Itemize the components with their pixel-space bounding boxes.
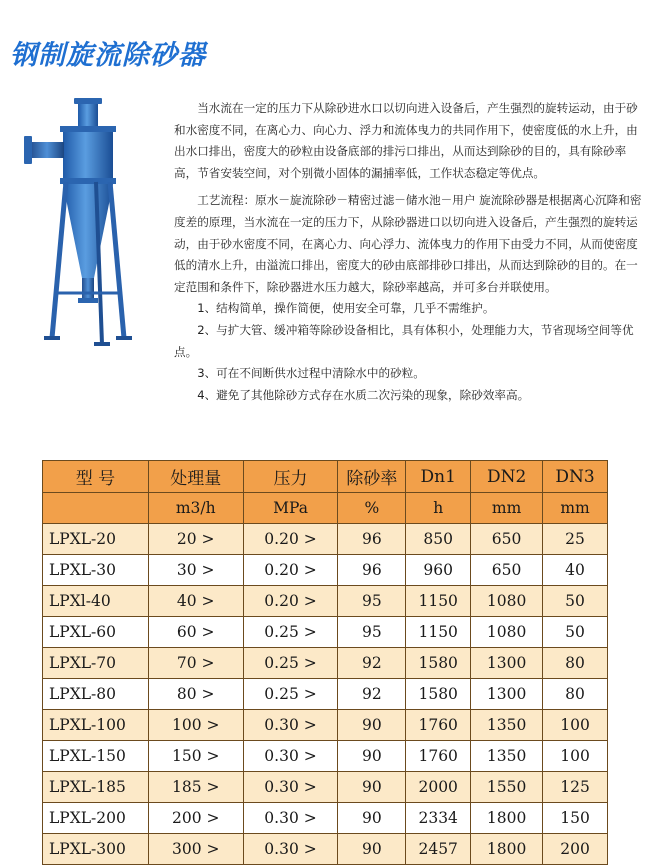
value-cell: 50 <box>543 617 608 648</box>
value-cell: 650 <box>471 555 543 586</box>
value-cell: 300 > <box>148 834 243 865</box>
spec-table <box>42 460 608 865</box>
value-cell: 185 > <box>148 772 243 803</box>
header-dn3: DN3 <box>543 461 608 493</box>
value-cell: 96 <box>338 555 406 586</box>
value-cell: 200 <box>543 834 608 865</box>
value-cell: 80 <box>543 679 608 710</box>
page-title: 钢制旋流除砂器 <box>10 40 206 71</box>
value-cell: 92 <box>338 648 406 679</box>
value-cell: 1150 <box>406 617 471 648</box>
value-cell: 90 <box>338 834 406 865</box>
value-cell: 1800 <box>471 803 543 834</box>
value-cell: 40 > <box>148 586 243 617</box>
value-cell: 0.25 > <box>243 679 338 710</box>
value-cell: 25 <box>543 524 608 555</box>
unit-cell: % <box>338 493 406 524</box>
model-cell: LPXL-30 <box>43 555 149 586</box>
table-row <box>43 772 608 803</box>
value-cell: 0.30 > <box>243 741 338 772</box>
value-cell: 2334 <box>406 803 471 834</box>
table-row <box>43 555 608 586</box>
model-cell: LPXL-300 <box>43 834 149 865</box>
value-cell: 92 <box>338 679 406 710</box>
description-block <box>174 98 642 406</box>
value-cell: 1760 <box>406 741 471 772</box>
feature-item-3: 3、可在不间断供水过程中清除水中的砂粒。 <box>197 366 425 381</box>
model-cell: LPXL-70 <box>43 648 149 679</box>
feature-item-1: 1、结构简单，操作简便，使用安全可靠，几乎不需维护。 <box>197 301 495 316</box>
value-cell: 0.30 > <box>243 772 338 803</box>
value-cell: 1550 <box>471 772 543 803</box>
value-cell: 90 <box>338 710 406 741</box>
unit-cell: mm <box>471 493 543 524</box>
model-cell: LPXL-20 <box>43 524 149 555</box>
model-cell: LPXL-200 <box>43 803 149 834</box>
value-cell: 0.30 > <box>243 803 338 834</box>
value-cell: 0.20 > <box>243 524 338 555</box>
unit-cell <box>43 493 149 524</box>
value-cell: 95 <box>338 586 406 617</box>
value-cell: 95 <box>338 617 406 648</box>
value-cell: 1300 <box>471 648 543 679</box>
value-cell: 1760 <box>406 710 471 741</box>
value-cell: 150 > <box>148 741 243 772</box>
table-row <box>43 586 608 617</box>
value-cell: 90 <box>338 803 406 834</box>
table-row <box>43 741 608 772</box>
feature-item-2: 2、与扩大管、缓冲箱等除砂设备相比，具有体积小，处理能力大，节省现场空间等优点。 <box>174 322 634 359</box>
value-cell: 1800 <box>471 834 543 865</box>
table-units-row <box>43 493 608 524</box>
value-cell: 0.30 > <box>243 834 338 865</box>
table-row <box>43 710 608 741</box>
model-cell: LPXL-60 <box>43 617 149 648</box>
header-removal-rate: 除砂率 <box>338 461 406 493</box>
header-capacity: 处理量 <box>148 461 243 493</box>
value-cell: 0.20 > <box>243 555 338 586</box>
description-paragraph-2: 工艺流程：原水－旋流除砂－精密过滤－储水池－用户 旋流除砂器是根据离心沉降和密度差的原理，当水流在一定的压力下，从除砂器进口以切向进入设备后，产生强烈的旋转运动，由于砂水密度不同，在离心力、向心浮力、流体曳力的作用下由受力不同，从而使密度低的清水上升，由溢流口排出，密度大的砂由底部排砂口排出，从而达到除砂的目的。在一定范围和条件下，除砂器进水压力越大，除砂率越高，并可多台并联使用。 <box>174 193 642 294</box>
value-cell: 850 <box>406 524 471 555</box>
table-row <box>43 834 608 865</box>
header-model: 型 号 <box>43 461 149 493</box>
description-paragraph-1: 当水流在一定的压力下从除砂进水口以切向进入设备后，产生强烈的旋转运动，由于砂和水密度不同，在离心力、向心力、浮力和流体曳力的共同作用下，使密度低的水上升，由出水口排出，密度大的砂粒由设备底部的排污口排出，从而达到除砂的目的，具有除砂率高，节省安装空间，对个别微小固体的漏捕率低，工作状态稳定等优点。 <box>174 101 638 180</box>
value-cell: 960 <box>406 555 471 586</box>
value-cell: 80 > <box>148 679 243 710</box>
value-cell: 1350 <box>471 710 543 741</box>
value-cell: 1150 <box>406 586 471 617</box>
hydrocyclone-desander-illustration <box>16 88 166 353</box>
value-cell: 80 <box>543 648 608 679</box>
value-cell: 50 <box>543 586 608 617</box>
model-cell: LPXl-40 <box>43 586 149 617</box>
value-cell: 0.20 > <box>243 586 338 617</box>
table-row <box>43 803 608 834</box>
value-cell: 650 <box>471 524 543 555</box>
feature-item-4: 4、避免了其他除砂方式存在水质二次污染的现象，除砂效率高。 <box>197 387 530 402</box>
value-cell: 100 <box>543 741 608 772</box>
table-row <box>43 524 608 555</box>
header-pressure: 压力 <box>243 461 338 493</box>
model-cell: LPXL-100 <box>43 710 149 741</box>
value-cell: 1580 <box>406 679 471 710</box>
value-cell: 2457 <box>406 834 471 865</box>
value-cell: 20 > <box>148 524 243 555</box>
value-cell: 100 > <box>148 710 243 741</box>
value-cell: 40 <box>543 555 608 586</box>
model-cell: LPXL-150 <box>43 741 149 772</box>
value-cell: 0.25 > <box>243 617 338 648</box>
table-header-row <box>43 461 608 493</box>
value-cell: 90 <box>338 772 406 803</box>
unit-cell: MPa <box>243 493 338 524</box>
header-dn1: Dn1 <box>406 461 471 493</box>
value-cell: 90 <box>338 741 406 772</box>
table-row <box>43 679 608 710</box>
value-cell: 100 <box>543 710 608 741</box>
value-cell: 1580 <box>406 648 471 679</box>
value-cell: 70 > <box>148 648 243 679</box>
unit-cell: m3/h <box>148 493 243 524</box>
value-cell: 1350 <box>471 741 543 772</box>
value-cell: 150 <box>543 803 608 834</box>
header-dn2: DN2 <box>471 461 543 493</box>
value-cell: 125 <box>543 772 608 803</box>
value-cell: 0.25 > <box>243 648 338 679</box>
table-row <box>43 617 608 648</box>
model-cell: LPXL-80 <box>43 679 149 710</box>
unit-cell: mm <box>543 493 608 524</box>
value-cell: 96 <box>338 524 406 555</box>
value-cell: 0.30 > <box>243 710 338 741</box>
value-cell: 1080 <box>471 617 543 648</box>
value-cell: 1300 <box>471 679 543 710</box>
value-cell: 60 > <box>148 617 243 648</box>
table-row <box>43 648 608 679</box>
value-cell: 2000 <box>406 772 471 803</box>
value-cell: 200 > <box>148 803 243 834</box>
unit-cell: h <box>406 493 471 524</box>
value-cell: 1080 <box>471 586 543 617</box>
value-cell: 30 > <box>148 555 243 586</box>
model-cell: LPXL-185 <box>43 772 149 803</box>
